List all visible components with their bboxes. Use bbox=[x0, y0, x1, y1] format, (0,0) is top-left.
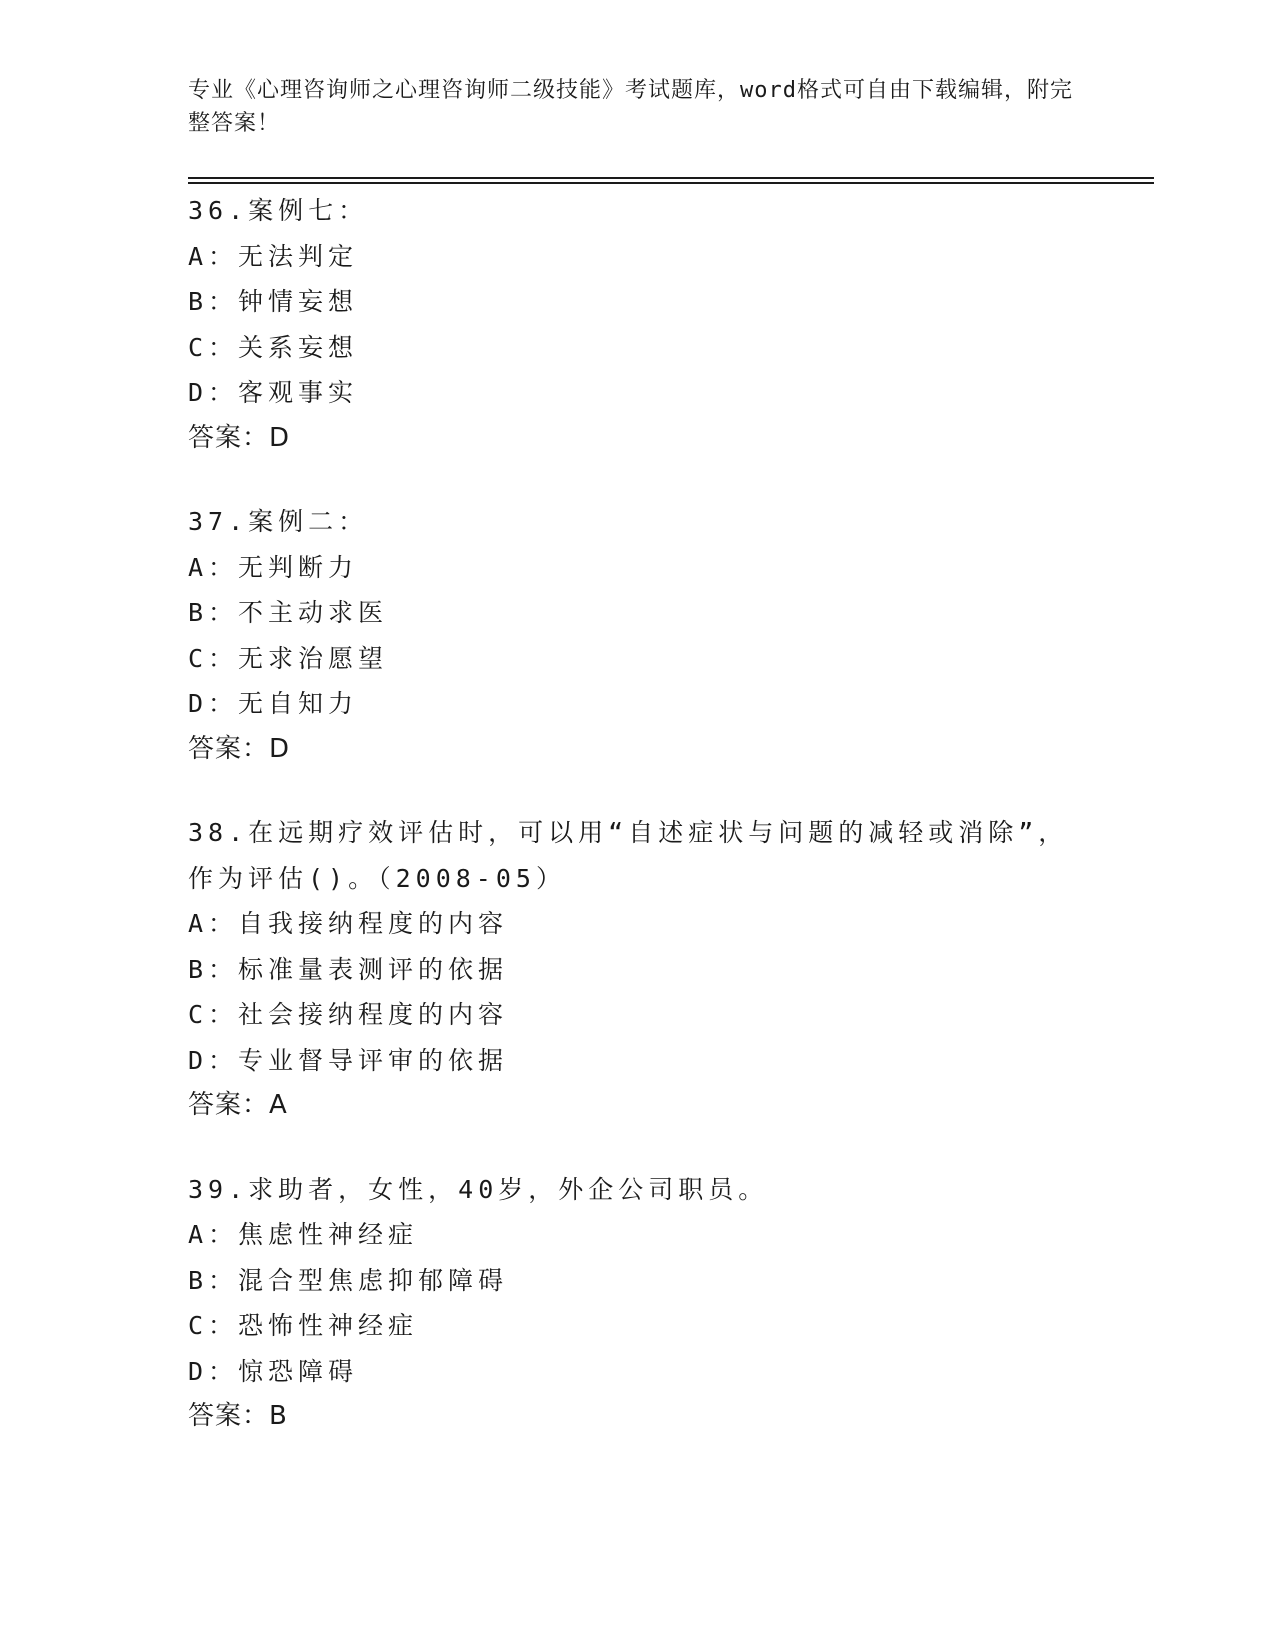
question-stem: 38.在远期疗效评估时，可以用“自述症状与问题的减轻或消除”，作为评估()。（2008-05） bbox=[188, 818, 1069, 893]
document-header: 专业《心理咨询师之心理咨询师二级技能》考试题库，word格式可自由下载编辑，附完整答案！ bbox=[188, 78, 1073, 136]
question-39 bbox=[188, 1167, 1088, 1440]
option-c: C：无求治愿望 bbox=[188, 643, 389, 673]
answer-line: 答案：D bbox=[188, 733, 291, 764]
option-c: C：恐怖性神经症 bbox=[188, 1311, 419, 1340]
question-stem: 36.案例七： bbox=[188, 196, 369, 225]
answer-line: 答案：B bbox=[188, 1401, 288, 1431]
header-divider-bottom bbox=[188, 182, 1154, 184]
question-stem: 37.案例二： bbox=[188, 507, 369, 536]
option-a: A：无法判定 bbox=[188, 241, 359, 271]
question-list bbox=[188, 188, 1088, 1478]
question-38 bbox=[188, 810, 1088, 1129]
option-b: B：钟情妄想 bbox=[188, 287, 359, 316]
question-37 bbox=[188, 499, 1088, 772]
question-stem: 39.求助者，女性，40岁，外企公司职员。 bbox=[188, 1174, 769, 1204]
answer-line: 答案：A bbox=[188, 1090, 288, 1120]
option-b: B：不主动求医 bbox=[188, 598, 389, 627]
option-b: B：混合型焦虑抑郁障碍 bbox=[188, 1265, 509, 1295]
answer-line: 答案：D bbox=[188, 422, 291, 453]
option-b: B：标准量表测评的依据 bbox=[188, 954, 509, 984]
option-a: A：无判断力 bbox=[188, 552, 359, 582]
question-36 bbox=[188, 188, 1088, 461]
option-a: A：自我接纳程度的内容 bbox=[188, 909, 509, 938]
option-a: A：焦虑性神经症 bbox=[188, 1220, 419, 1249]
option-c: C：社会接纳程度的内容 bbox=[188, 1000, 509, 1029]
option-d: D：无自知力 bbox=[188, 689, 359, 718]
option-d: D：专业督导评审的依据 bbox=[188, 1045, 509, 1075]
header-divider-top bbox=[188, 177, 1154, 179]
option-d: D：惊恐障碍 bbox=[188, 1356, 359, 1386]
option-c: C：关系妄想 bbox=[188, 332, 359, 362]
option-d: D：客观事实 bbox=[188, 378, 359, 407]
